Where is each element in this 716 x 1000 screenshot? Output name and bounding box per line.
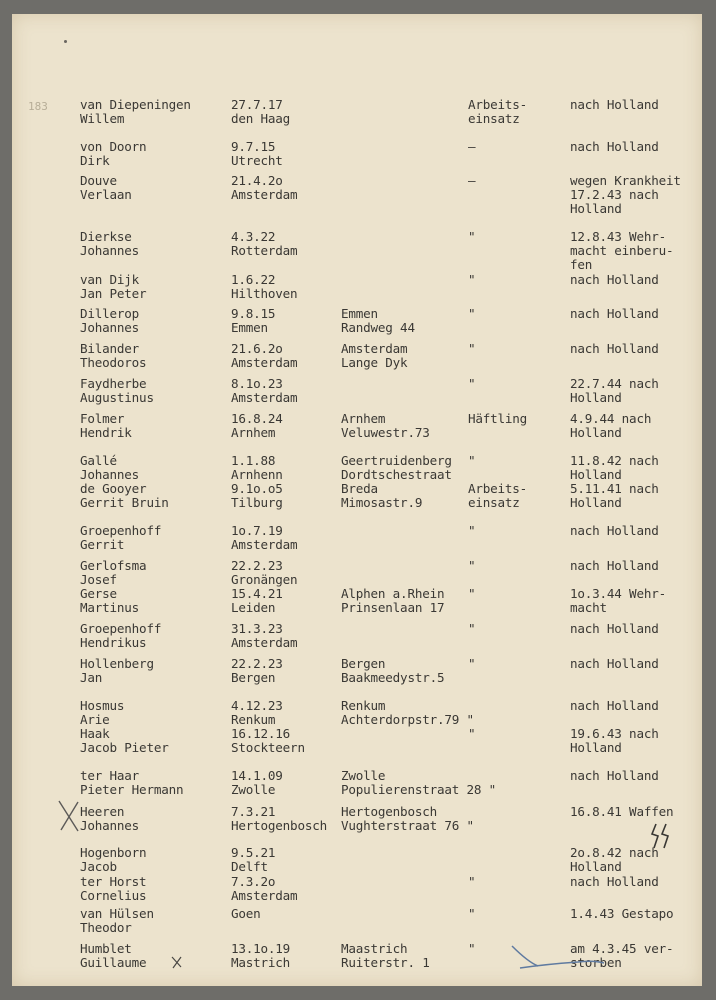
address-cell [341,587,444,615]
status-line: " [468,341,476,356]
address-line: Populierenstraat 28 " [341,782,497,797]
birth-date-place-cell [231,622,297,650]
remarks-cell [570,727,659,755]
person-name-line: Dillerop [80,306,140,321]
birth-date-place-line: 8.1o.23 [231,376,283,391]
remarks-cell [570,769,659,783]
person-name-line: Hogenborn [80,845,147,860]
person-name-cell [80,942,146,970]
address-line: Emmen [341,306,378,321]
birth-date-place-cell [231,587,283,615]
address-cell [341,412,430,440]
status-line: " [468,306,476,321]
person-name-cell [80,412,132,440]
remarks-line: wegen Krankheit [570,173,681,188]
remarks-line: Holland [570,495,622,510]
address-cell [341,657,444,685]
person-name-line: Dirk [80,153,110,168]
birth-date-place-line: 7.3.21 [231,804,276,819]
status-cell [468,482,527,510]
status-line: Häftling [468,411,528,426]
remarks-line: Holland [570,467,622,482]
person-name-line: Hendrik [80,425,132,440]
document-page [12,14,702,986]
birth-date-place-line: Leiden [231,600,276,615]
address-line: Veluwestr.73 [341,425,430,440]
person-name-cell [80,98,191,126]
remarks-cell [570,875,659,889]
birth-date-place-cell [231,875,297,903]
person-name-cell [80,174,132,202]
status-line: Arbeits- [468,481,528,496]
address-cell [341,805,474,833]
person-name-line: Augustinus [80,390,154,405]
remarks-cell [570,805,673,819]
status-cell [468,875,475,889]
remarks-line: nach Holland [570,656,659,671]
margin-stamp-number: 183 [28,100,48,113]
person-name-cell [80,342,146,370]
person-name-line: ter Haar [80,768,140,783]
address-line: Zwolle [341,768,386,783]
birth-date-place-line: Goen [231,906,261,921]
status-cell [468,230,475,244]
person-name-line: Bilander [80,341,140,356]
birth-date-place-cell [231,769,283,797]
address-line: Maastrich [341,941,408,956]
birth-date-place-line: 9.1o.o5 [231,481,283,496]
person-name-line: Pieter Hermann [80,782,184,797]
person-name-line: Heeren [80,804,125,819]
person-name-line: van Dijk [80,272,140,287]
person-name-cell [80,482,169,510]
remarks-cell [570,587,666,615]
remarks-cell [570,846,659,874]
birth-date-place-line: Rotterdam [231,243,298,258]
register-table [12,14,702,986]
person-name-cell [80,273,146,301]
person-name-cell [80,805,139,833]
status-line: einsatz [468,495,520,510]
person-name-line: Verlaan [80,187,132,202]
address-line: Achterdorpstr.79 " [341,712,474,727]
status-cell [468,622,475,636]
birth-date-place-line: 9.7.15 [231,139,276,154]
handwritten-x-mark [56,798,82,834]
remarks-line: fen [570,257,593,272]
person-name-cell [80,140,146,168]
address-line: Dordtschestraat [341,467,452,482]
person-name-line: Jacob Pieter [80,740,169,755]
status-cell [468,412,527,426]
birth-date-place-line: Tilburg [231,495,283,510]
person-name-line: Martinus [80,600,140,615]
person-name-line: Johannes [80,243,140,258]
person-name-line: Jan [80,670,103,685]
remarks-line: Holland [570,390,622,405]
birth-date-place-cell [231,342,297,370]
birth-date-place-line: Amsterdam [231,390,298,405]
remarks-cell [570,174,681,216]
person-name-line: Josef [80,572,117,587]
remarks-line: nach Holland [570,97,659,112]
birth-date-place-line: 1o.7.19 [231,523,283,538]
person-name-line: van Hülsen [80,906,154,921]
birth-date-place-line: 21.4.2o [231,173,283,188]
status-line: – [468,139,476,154]
address-cell [341,942,430,970]
person-name-cell [80,875,146,903]
status-line: " [468,453,476,468]
remarks-line: 1o.3.44 Wehr- [570,586,666,601]
remarks-line: nach Holland [570,558,659,573]
remarks-line: nach Holland [570,306,659,321]
person-name-cell [80,699,124,727]
person-name-line: Haak [80,726,110,741]
birth-date-place-cell [231,140,283,168]
birth-date-place-cell [231,98,290,126]
birth-date-place-cell [231,307,275,335]
ss-rune-mark [648,822,674,852]
remarks-line: nach Holland [570,768,659,783]
status-cell [468,907,475,921]
address-line: Breda [341,481,378,496]
remarks-line: nach Holland [570,272,659,287]
person-name-cell [80,846,146,874]
birth-date-place-line: Amsterdam [231,635,298,650]
status-cell [468,727,475,741]
birth-date-place-line: 21.6.2o [231,341,283,356]
person-name-line: Groepenhoff [80,621,162,636]
status-line: Arbeits- [468,97,528,112]
remarks-cell [570,98,659,112]
birth-date-place-cell [231,524,297,552]
status-line: " [468,941,476,956]
status-line: " [468,621,476,636]
status-line: – [468,173,476,188]
birth-date-place-line: Bergen [231,670,276,685]
person-name-line: Faydherbe [80,376,147,391]
person-name-line: van Diepeningen [80,97,191,112]
birth-date-place-line: Amsterdam [231,187,298,202]
person-name-line: Willem [80,111,125,126]
birth-date-place-line: Arnhem [231,425,276,440]
birth-date-place-cell [231,699,283,727]
address-line: Renkum [341,698,386,713]
person-name-line: Gerrit [80,537,125,552]
person-name-line: Johannes [80,818,140,833]
address-line: Randweg 44 [341,320,415,335]
birth-date-place-line: 7.3.2o [231,874,276,889]
remarks-cell [570,699,659,713]
birth-date-place-line: Stockteern [231,740,305,755]
status-line: einsatz [468,111,520,126]
person-name-line: Groepenhoff [80,523,162,538]
remarks-cell [570,230,673,272]
address-cell [341,699,474,727]
birth-date-place-line: den Haag [231,111,291,126]
remarks-line: macht [570,600,607,615]
person-name-line: Folmer [80,411,125,426]
address-cell [341,769,496,797]
address-line: Prinsenlaan 17 [341,600,445,615]
status-cell [468,942,475,956]
birth-date-place-line: Amsterdam [231,888,298,903]
remarks-line: Holland [570,201,622,216]
remarks-line: Holland [570,740,622,755]
remarks-cell [570,377,659,405]
birth-date-place-cell [231,482,283,510]
status-cell [468,587,475,601]
address-line: Lange Dyk [341,355,408,370]
remarks-cell [570,559,659,573]
person-name-line: Douve [80,173,117,188]
status-cell [468,377,475,391]
person-name-cell [80,524,161,552]
birth-date-place-line: Amsterdam [231,537,298,552]
remarks-line: 1.4.43 Gestapo [570,906,674,921]
birth-date-place-cell [231,377,297,405]
person-name-cell [80,230,139,258]
person-name-line: Theodoros [80,355,147,370]
status-line: " [468,726,476,741]
address-line: Alphen a.Rhein [341,586,445,601]
remarks-cell [570,273,659,287]
birth-date-place-line: 27.7.17 [231,97,283,112]
remarks-line: 16.8.41 Waffen [570,804,674,819]
birth-date-place-line: Arnhenn [231,467,283,482]
status-line: " [468,272,476,287]
birth-date-place-line: Delft [231,859,268,874]
birth-date-place-line: 14.1.09 [231,768,283,783]
remarks-line: 4.9.44 nach [570,411,652,426]
birth-date-place-line: Emmen [231,320,268,335]
address-line: Mimosastr.9 [341,495,423,510]
status-line: " [468,523,476,538]
birth-date-place-line: 9.5.21 [231,845,276,860]
person-name-line: Hosmus [80,698,125,713]
person-name-line: Hollenberg [80,656,154,671]
birth-date-place-line: 31.3.23 [231,621,283,636]
birth-date-place-cell [231,805,327,833]
address-cell [341,482,422,510]
person-name-cell [80,307,139,335]
address-line: Geertruidenberg [341,453,452,468]
birth-date-place-line: 4.12.23 [231,698,283,713]
status-line: " [468,376,476,391]
birth-date-place-cell [231,273,297,301]
birth-date-place-line: Zwolle [231,782,276,797]
remarks-line: 5.11.41 nach [570,481,659,496]
address-cell [341,342,407,370]
birth-date-place-line: 15.4.21 [231,586,283,601]
person-name-line: Theodor [80,920,132,935]
person-name-cell [80,559,146,587]
address-cell [341,307,415,335]
remarks-cell [570,657,659,671]
remarks-line: nach Holland [570,341,659,356]
status-cell [468,273,475,287]
remarks-cell [570,524,659,538]
person-name-line: Johannes [80,320,140,335]
person-name-line: de Gooyer [80,481,147,496]
birth-date-place-line: Hilthoven [231,286,298,301]
remarks-cell [570,907,673,921]
birth-date-place-cell [231,230,297,258]
person-name-cell [80,587,139,615]
birth-date-place-line: 4.3.22 [231,229,276,244]
status-cell [468,454,475,468]
birth-date-place-line: 16.12.16 [231,726,291,741]
birth-date-place-line: 1.6.22 [231,272,276,287]
pencil-tick-mark [170,954,184,970]
birth-date-place-cell [231,412,283,440]
status-line: " [468,656,476,671]
remarks-cell [570,342,659,356]
status-cell [468,342,475,356]
person-name-cell [80,727,169,755]
person-name-cell [80,769,183,797]
person-name-line: Arie [80,712,110,727]
remarks-line: 19.6.43 nach [570,726,659,741]
remarks-cell [570,412,651,440]
person-name-line: Jan Peter [80,286,147,301]
remarks-line: nach Holland [570,698,659,713]
birth-date-place-line: 22.2.23 [231,558,283,573]
address-line: Ruiterstr. 1 [341,955,430,970]
remarks-line: Holland [570,425,622,440]
birth-date-place-cell [231,846,275,874]
remarks-line: Holland [570,859,622,874]
remarks-line: 2o.8.42 nach [570,845,659,860]
person-name-line: Cornelius [80,888,147,903]
status-line: " [468,906,476,921]
birth-date-place-cell [231,657,283,685]
remarks-line: 11.8.42 nach [570,453,659,468]
status-cell [468,524,475,538]
remarks-cell [570,622,659,636]
birth-date-place-cell [231,942,290,970]
person-name-line: Dierkse [80,229,132,244]
birth-date-place-line: 16.8.24 [231,411,283,426]
status-cell [468,307,475,321]
remarks-line: 17.2.43 nach [570,187,659,202]
birth-date-place-line: Mastrich [231,955,291,970]
remarks-line: nach Holland [570,621,659,636]
person-name-cell [80,377,154,405]
remarks-line: am 4.3.45 ver- [570,941,674,956]
status-line: " [468,874,476,889]
remarks-line: nach Holland [570,523,659,538]
remarks-cell [570,454,659,482]
birth-date-place-cell [231,907,261,921]
status-cell [468,657,475,671]
person-name-line: Hendrikus [80,635,147,650]
remarks-line: 12.8.43 Wehr- [570,229,666,244]
address-line: Baakmeedystr.5 [341,670,445,685]
birth-date-place-line: Renkum [231,712,276,727]
person-name-line: Guillaume [80,955,147,970]
address-line: Amsterdam [341,341,408,356]
address-line: Hertogenbosch [341,804,437,819]
remarks-cell [570,482,659,510]
person-name-line: Humblet [80,941,132,956]
status-cell [468,559,475,573]
status-line: " [468,558,476,573]
person-name-line: Gerrit Bruin [80,495,169,510]
birth-date-place-line: Amsterdam [231,355,298,370]
person-name-line: von Doorn [80,139,147,154]
person-name-cell [80,454,139,482]
birth-date-place-line: Utrecht [231,153,283,168]
person-name-cell [80,657,154,685]
status-cell [468,98,527,126]
birth-date-place-cell [231,454,283,482]
remarks-cell [570,307,659,321]
birth-date-place-cell [231,727,305,755]
birth-date-place-line: 13.1o.19 [231,941,291,956]
remarks-cell [570,140,659,154]
person-name-cell [80,622,161,650]
address-cell [341,454,452,482]
birth-date-place-line: 22.2.23 [231,656,283,671]
blue-ink-stroke [508,942,608,972]
status-line: " [468,229,476,244]
remarks-line: nach Holland [570,874,659,889]
person-name-cell [80,907,154,935]
remarks-line: nach Holland [570,139,659,154]
address-line: Arnhem [341,411,386,426]
person-name-line: Gerlofsma [80,558,147,573]
status-cell [468,174,475,188]
birth-date-place-line: 9.8.15 [231,306,276,321]
remarks-line: macht einberu- [570,243,674,258]
birth-date-place-cell [231,559,297,587]
address-line: Bergen [341,656,386,671]
person-name-line: Johannes [80,467,140,482]
person-name-line: Gerse [80,586,117,601]
birth-date-place-line: Hertogenbosch [231,818,327,833]
person-name-line: Gallé [80,453,117,468]
address-line: Vughterstraat 76 " [341,818,474,833]
status-cell [468,140,475,154]
person-name-line: ter Horst [80,874,147,889]
birth-date-place-cell [231,174,297,202]
status-line: " [468,586,476,601]
remarks-line: storben [570,955,622,970]
remarks-line: 22.7.44 nach [570,376,659,391]
person-name-line: Jacob [80,859,117,874]
birth-date-place-line: Gronängen [231,572,298,587]
birth-date-place-line: 1.1.88 [231,453,276,468]
